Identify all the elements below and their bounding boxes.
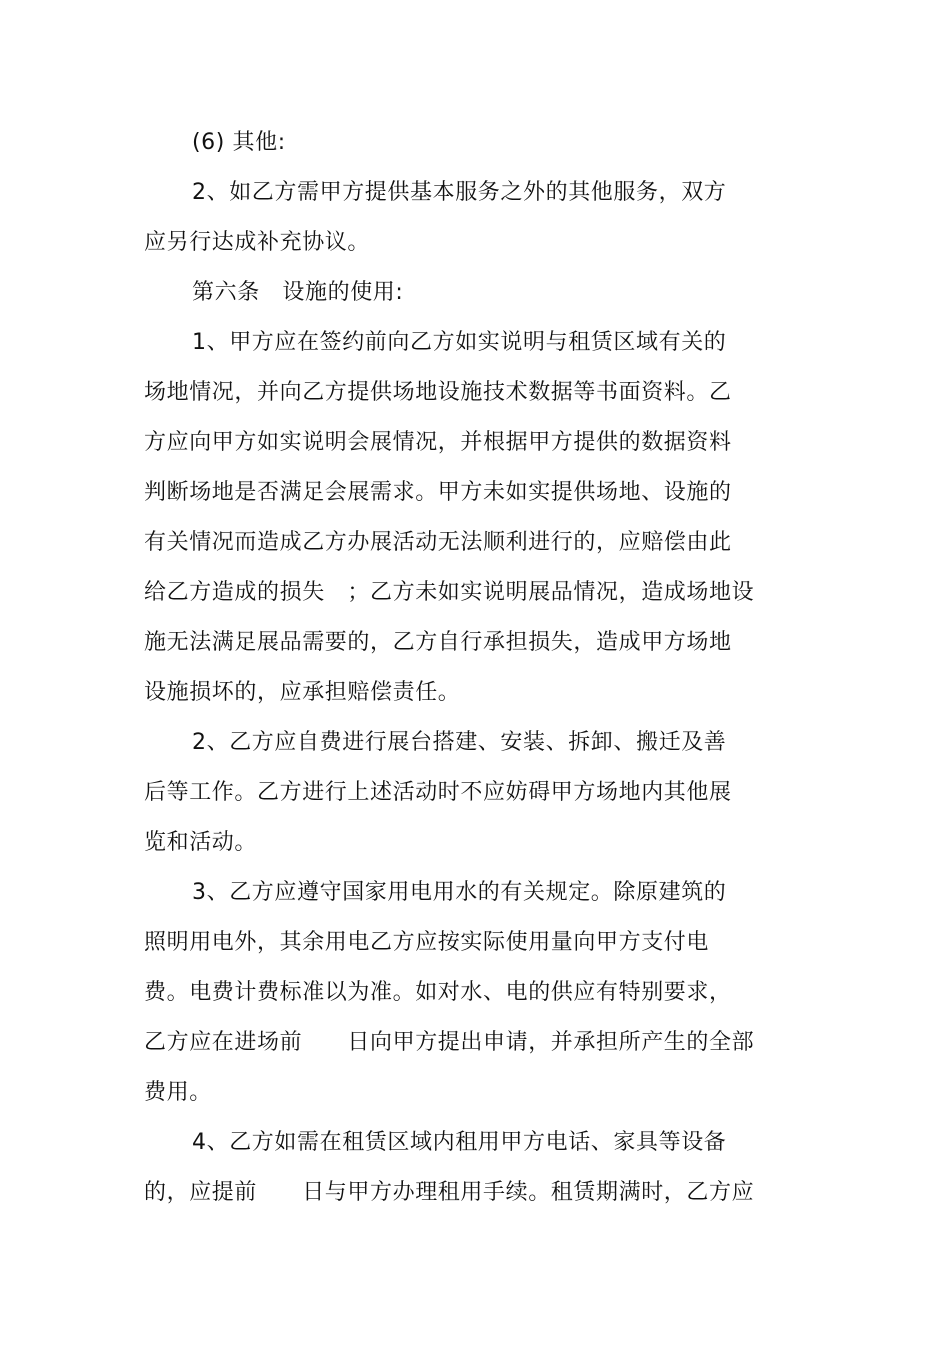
text-line-21: 4、乙方如需在租赁区域内租用甲方电话、家具等设备 [192, 1130, 727, 1155]
text-line-11: 施无法满足展品需要的，乙方自行承担损失，造成甲方场地 [144, 630, 732, 655]
text-line-13: 2、乙方应自费进行展台搭建、安装、拆卸、搬迁及善 [192, 730, 727, 755]
text-line-18: 费。电费计费标准以为准。如对水、电的供应有特别要求， [144, 980, 732, 1005]
text-line-16: 3、乙方应遵守国家用电用水的有关规定。除原建筑的 [192, 880, 727, 905]
text-line-12: 设施损坏的，应承担赔偿责任。 [144, 680, 461, 705]
text-line-7: 方应向甲方如实说明会展情况，并根据甲方提供的数据资料 [144, 430, 732, 455]
text-line-14: 后等工作。乙方进行上述活动时不应妨碍甲方场地内其他展 [144, 780, 732, 805]
text-line-6: 场地情况，并向乙方提供场地设施技术数据等书面资料。乙 [144, 380, 732, 405]
text-line-10: 给乙方造成的损失 ；乙方未如实说明展品情况，造成场地设 [144, 580, 755, 605]
text-line-5: 1、甲方应在签约前向乙方如实说明与租赁区域有关的 [192, 330, 727, 355]
section-heading: 第六条 设施的使用: [192, 280, 404, 305]
text-line-15: 览和活动。 [144, 830, 258, 855]
text-line-20: 费用。 [144, 1080, 212, 1105]
text-line-3: 应另行达成补充协议。 [144, 230, 371, 255]
text-line-19: 乙方应在进场前 日向甲方提出申请，并承担所产生的全部 [144, 1030, 755, 1055]
text-line-2: 2、如乙方需甲方提供基本服务之外的其他服务，双方 [192, 180, 727, 205]
text-line-1: (6) 其他: [192, 130, 286, 155]
text-line-9: 有关情况而造成乙方办展活动无法顺利进行的，应赔偿由此 [144, 530, 732, 555]
text-line-17: 照明用电外，其余用电乙方应按实际使用量向甲方支付电 [144, 930, 710, 955]
text-line-8: 判断场地是否满足会展需求。甲方未如实提供场地、设施的 [144, 480, 732, 505]
text-line-22: 的，应提前 日与甲方办理租用手续。租赁期满时，乙方应 [144, 1180, 755, 1205]
